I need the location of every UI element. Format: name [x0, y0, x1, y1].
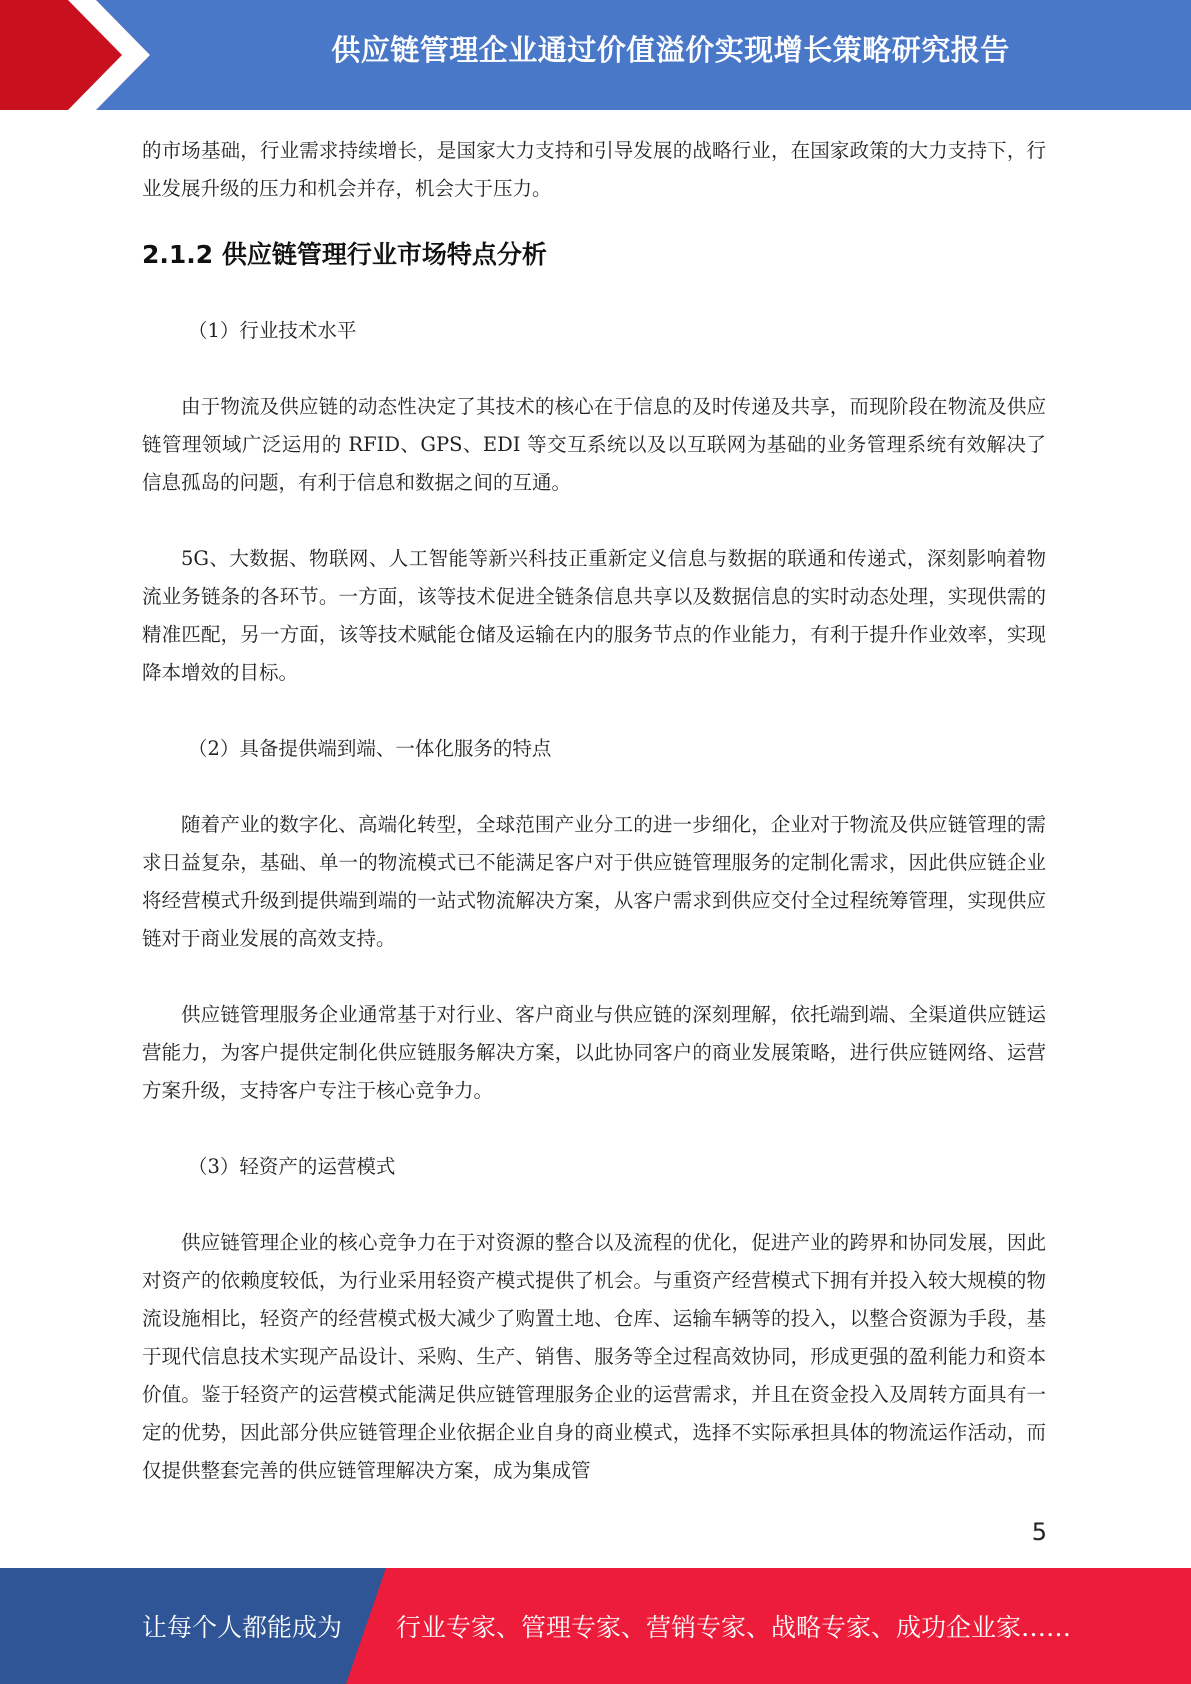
paragraph-tech-2: 5G、大数据、物联网、人工智能等新兴科技正重新定义信息与数据的联通和传递式，深刻影响着物流业务链条的各环节。一方面，该等技术促进全链条信息共享以及数据信息的实时动态处理，实现供需的精准匹配，另一方面，该等技术赋能仓储及运输在内的服务节点的作业能力，有利于提升作业效率，实现降本增效的目标。: [142, 547, 1046, 684]
page-number: 5: [1031, 1518, 1047, 1546]
footer-slogan-left: 让每个人都能成为: [142, 1613, 343, 1642]
page-footer: [0, 1568, 1191, 1684]
intro-paragraph: 的市场基础，行业需求持续增长，是国家大力支持和引导发展的战略行业，在国家政策的大力支持下，行业发展升级的压力和机会并存，机会大于压力。: [142, 139, 1046, 200]
footer-slogan-right: 行业专家、管理专家、营销专家、战略专家、成功企业家……: [396, 1613, 1072, 1642]
report-title: 供应链管理企业通过价值溢价实现增长策略研究报告: [331, 32, 1010, 67]
paragraph-end-to-end-2: 供应链管理服务企业通常基于对行业、客户商业与供应链的深刻理解，依托端到端、全渠道供应链运营能力，为客户提供定制化供应链服务解决方案，以此协同客户的商业发展策略，进行供应链网络、运营方案升级，支持客户专注于核心竞争力。: [142, 1003, 1046, 1102]
paragraph-end-to-end-1: 随着产业的数字化、高端化转型，全球范围产业分工的进一步细化，企业对于物流及供应链管理的需求日益复杂，基础、单一的物流模式已不能满足客户对于供应链管理服务的定制化需求，因此供应链企业将经营模式升级到提供端到端的一站式物流解决方案，从客户需求到供应交付全过程统筹管理，实现供应链对于商业发展的高效支持。: [142, 813, 1046, 950]
subheading-tech-level: （1）行业技术水平: [188, 319, 357, 342]
paragraph-asset-light: 供应链管理企业的核心竞争力在于对资源的整合以及流程的优化，促进产业的跨界和协同发展，因此对资产的依赖度较低，为行业采用轻资产模式提供了机会。与重资产经营模式下拥有并投入较大规模的物流设施相比，轻资产的经营模式极大减少了购置土地、仓库、运输车辆等的投入，以整合资源为手段，基于现代信息技术实现产品设计、采购、生产、销售、服务等全过程高效协同，形成更强的盈利能力和资本价值。鉴于轻资产的运营模式能满足供应链管理服务企业的运营需求，并且在资金投入及周转方面具有一定的优势，因此部分供应链管理企业依据企业自身的商业模式，选择不实际承担具体的物流运作活动，而仅提供整套完善的供应链管理解决方案，成为集成管: [142, 1231, 1046, 1482]
page-header: [0, 0, 1191, 110]
section-heading: 2.1.2 供应链管理行业市场特点分析: [142, 240, 547, 269]
document-body: [142, 132, 1046, 1490]
subheading-asset-light: （3）轻资产的运营模式: [188, 1155, 396, 1178]
paragraph-tech-1: 由于物流及供应链的动态性决定了其技术的核心在于信息的及时传递及共享，而现阶段在物流及供应链管理领域广泛运用的 RFID、GPS、EDI 等交互系统以及以互联网为基础的业务管理系统有效解决了信息孤岛的问题，有利于信息和数据之间的互通。: [142, 395, 1046, 494]
subheading-end-to-end: （2）具备提供端到端、一体化服务的特点: [188, 737, 552, 760]
header-chevron-decoration: [0, 0, 150, 110]
